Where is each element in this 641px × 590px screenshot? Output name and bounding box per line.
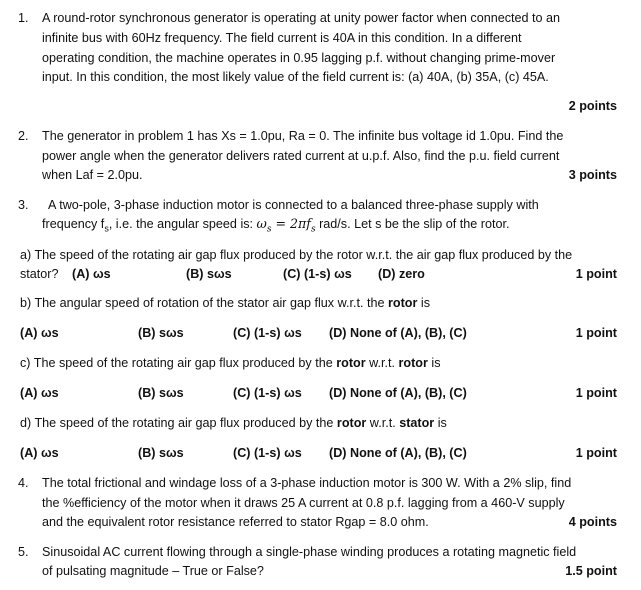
- question-text-line: The total frictional and windage loss of a 3-phase induction motor is 300 W. With a 2% slip, find: [42, 476, 572, 490]
- option-a: (A) ωs: [20, 386, 59, 400]
- question-text-line: and the equivalent rotor resistance referred to stator Rgap = 8.0 ohm.: [42, 515, 429, 529]
- option-a: (A) ωs: [20, 446, 59, 460]
- question-number: 3.: [18, 198, 29, 212]
- question-text-line: b) The angular speed of rotation of the stator air gap flux w.r.t. the rotor is: [20, 296, 430, 310]
- question-text-line: infinite bus with 60Hz frequency. The field current is 40A in this condition. In a different: [42, 31, 522, 45]
- option-b: (B) sωs: [138, 386, 184, 400]
- option-d: (D) None of (A), (B), (C): [329, 326, 467, 340]
- question-number: 5.: [18, 545, 29, 559]
- question-text-line: d) The speed of the rotating air gap flux produced by the rotor w.r.t. stator is: [20, 416, 447, 430]
- question-text-line: the %efficiency of the motor when it draws 25 A current at 0.8 p.f. lagging from a 460-V supply: [42, 496, 565, 510]
- question-text-line: c) The speed of the rotating air gap flux produced by the rotor w.r.t. rotor is: [20, 356, 441, 370]
- question-text-line: input. In this condition, the most likely value of the field current is: (a) 40A, (b) 35A, (c) 45A.: [42, 70, 549, 84]
- question-number: 1.: [18, 11, 29, 25]
- option-c: (C) (1-s) ωs: [233, 446, 302, 460]
- points-label: 1 point: [575, 326, 617, 340]
- question-text-line: Sinusoidal AC current flowing through a single-phase winding produces a rotating magnetic field: [42, 545, 577, 559]
- option-c: (C) (1-s) ωs: [283, 267, 352, 281]
- points-label: 1.5 point: [565, 564, 617, 578]
- question-text-line: frequency $f_s$, i.e. the angular speed is: $\omega_s = 2\pi f_s$ rad/s. Let s be the slip of the rotor.: [42, 216, 510, 235]
- option-a: (A) ωs: [72, 267, 111, 281]
- points-label: 1 point: [575, 446, 617, 460]
- points-label: 4 points: [568, 515, 617, 529]
- question-text-line: power angle when the generator delivers rated current at u.p.f. Also, find the p.u. field current: [42, 149, 560, 163]
- option-d: (D) None of (A), (B), (C): [329, 446, 467, 460]
- question-text-line: when Laf = 2.0pu.: [42, 168, 143, 182]
- option-b: (B) sωs: [186, 267, 232, 281]
- points-label: 2 points: [568, 99, 617, 113]
- question-text-line: A two-pole, 3-phase induction motor is connected to a balanced three-phase supply with: [48, 198, 539, 212]
- question-text-line: operating condition, the machine operates in 0.95 lagging p.f. without changing prime-mover: [42, 51, 556, 65]
- option-d: (D) zero: [378, 267, 425, 281]
- points-label: 1 point: [575, 386, 617, 400]
- points-label: 3 points: [568, 168, 617, 182]
- question-text-line: stator?: [20, 267, 59, 281]
- option-c: (C) (1-s) ωs: [233, 326, 302, 340]
- question-text-line: a) The speed of the rotating air gap flux produced by the rotor w.r.t. the air gap flux produced by the: [20, 248, 573, 262]
- option-a: (A) ωs: [20, 326, 59, 340]
- question-text-line: A round-rotor synchronous generator is operating at unity power factor when connected to an: [42, 11, 561, 25]
- points-label: 1 point: [575, 267, 617, 281]
- option-c: (C) (1-s) ωs: [233, 386, 302, 400]
- question-number: 4.: [18, 476, 29, 490]
- option-d: (D) None of (A), (B), (C): [329, 386, 467, 400]
- question-text-line: The generator in problem 1 has Xs = 1.0pu, Ra = 0. The infinite bus voltage id 1.0pu. Find the: [42, 129, 564, 143]
- question-number: 2.: [18, 129, 29, 143]
- option-b: (B) sωs: [138, 326, 184, 340]
- option-b: (B) sωs: [138, 446, 184, 460]
- question-text-line: of pulsating magnitude – True or False?: [42, 564, 264, 578]
